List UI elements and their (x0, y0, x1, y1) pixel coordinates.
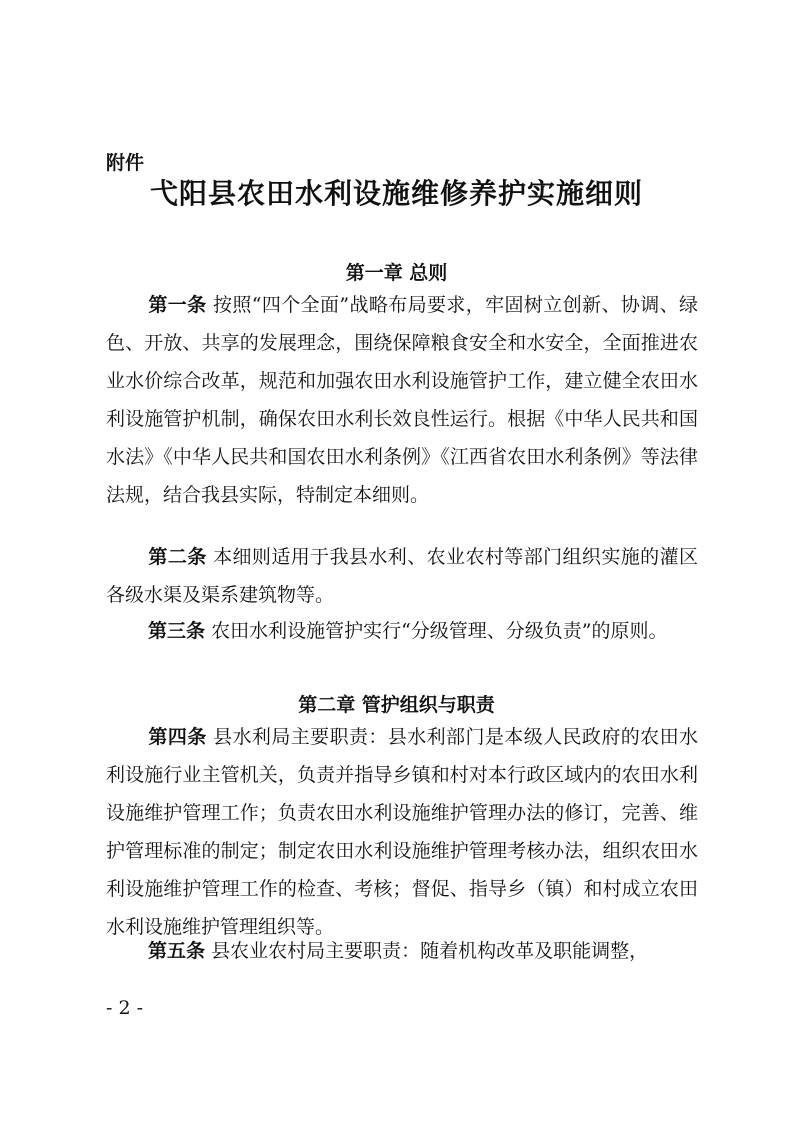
attachment-label: 附件 (106, 152, 145, 174)
article-paragraph (106, 286, 698, 514)
article-text: 按照“四个全面”战略布局要求，牢固树立创新、协调、绿色、开放、共享的发展理念，围绕保障粮食安全和水安全，全面推进农业水价综合改革，规范和加强农田水利设施管护工作，建立健全农田水利设施管护机制，确保农田水利长效良性运行。根据《中华人民共和国水法》《中华人民共和国农田水利条例》《江西省农田水利条例》等法律法规，结合我县实际，特制定本细则。 (106, 294, 698, 506)
article-paragraph (106, 718, 698, 946)
article-lead: 第五条 (148, 940, 206, 962)
document-title: 弋阳县农田水利设施维修养护实施细则 (149, 177, 643, 210)
article-text: 农田水利设施管护实行“分级管理、分级负责”的原则。 (211, 620, 668, 642)
article-lead: 第三条 (148, 620, 206, 642)
article-lead: 第一条 (148, 294, 207, 316)
article-text: 县农业农村局主要职责：随着机构改革及职能调整， (211, 940, 649, 962)
article-paragraph (106, 932, 698, 970)
article-lead: 第四条 (148, 726, 207, 748)
article-paragraph (106, 612, 698, 650)
article-lead: 第二条 (148, 546, 207, 568)
article-text: 本细则适用于我县水利、农业农村等部门组织实施的灌区各级水渠及渠系建筑物等。 (106, 546, 698, 606)
chapter-heading: 第二章 管护组织与职责 (298, 694, 495, 716)
article-text: 县水利局主要职责：县水利部门是本级人民政府的农田水利设施行业主管机关，负责并指导乡镇和村对本行政区域内的农田水利设施维护管理工作；负责农田水利设施维护管理办法的修订，完善、维护管理标准的制定；制定农田水利设施维护管理考核办法，组织农田水利设施维护管理工作的检查、考核；督促、指导乡（镇）和村成立农田水利设施维护管理组织等。 (106, 726, 698, 938)
article-paragraph (106, 538, 698, 614)
page-number: - 2 - (106, 997, 144, 1019)
chapter-heading: 第一章 总则 (345, 262, 448, 284)
